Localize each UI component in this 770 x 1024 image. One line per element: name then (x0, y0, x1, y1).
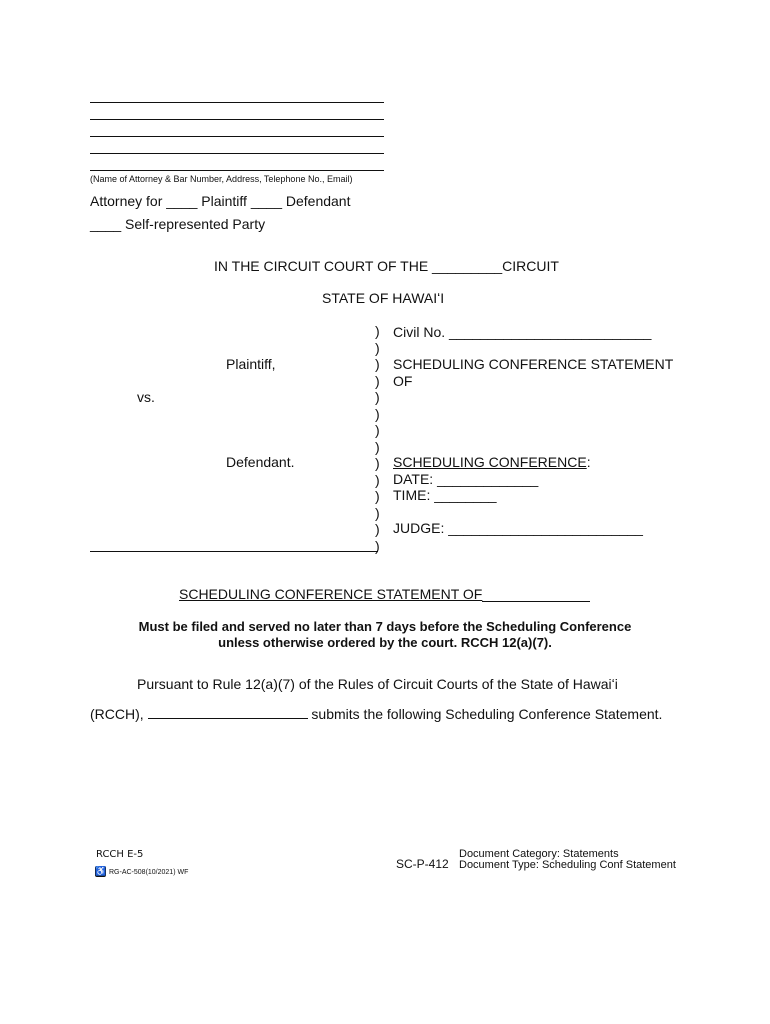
submits-line (90, 706, 662, 722)
conference-judge-field[interactable]: JUDGE: _________________________ (393, 520, 643, 536)
attorney-line-2[interactable] (90, 119, 384, 120)
caption-paren: ) (375, 488, 380, 504)
statement-title-1: SCHEDULING CONFERENCE STATEMENT (393, 356, 674, 372)
attorney-line-4[interactable] (90, 153, 384, 154)
conference-time-field[interactable]: TIME: ________ (393, 487, 497, 503)
rcch-prefix: (RCCH), (90, 706, 144, 722)
section-title-blank[interactable] (482, 601, 590, 602)
section-title-text: SCHEDULING CONFERENCE STATEMENT OF (179, 586, 483, 602)
submits-text: submits the following Scheduling Conference Statement. (307, 706, 663, 722)
caption-paren: ) (375, 389, 380, 405)
conference-heading-text: SCHEDULING CONFERENCE (393, 454, 587, 470)
footer-revision: RG-AC-508(10/2021) WF (109, 869, 189, 876)
caption-paren: ) (375, 455, 380, 471)
self-represented-line[interactable]: ____ Self-represented Party (90, 216, 266, 232)
party-name-blank[interactable] (148, 706, 308, 719)
footer-form-number: SC-P-412 (396, 857, 449, 871)
caption-bottom-line (90, 551, 378, 552)
conference-date-field[interactable]: DATE: _____________ (393, 471, 539, 487)
footer-doc-category: Document Category: Statements (459, 848, 619, 860)
notice-line-2: unless otherwise ordered by the court. RCCH 12(a)(7). (218, 635, 552, 650)
footer-revision-row (95, 866, 188, 877)
attorney-line-3[interactable] (90, 136, 384, 137)
caption-paren: ) (375, 323, 380, 339)
footer-form-code: RCCH E-5 (96, 849, 144, 860)
attorney-line-5[interactable] (90, 170, 384, 171)
statement-title-2: OF (393, 373, 413, 389)
plaintiff-label: Plaintiff, (226, 356, 276, 372)
civil-no-field[interactable]: Civil No. __________________________ (393, 324, 652, 340)
caption-paren: ) (375, 405, 380, 422)
conference-heading-colon: : (586, 454, 591, 470)
footer-doc-type: Document Type: Scheduling Conf Statement (459, 859, 676, 871)
caption-paren-last: ) (375, 537, 380, 554)
caption-paren: ) (375, 504, 380, 521)
caption-paren: ) (375, 372, 380, 389)
court-title: IN THE CIRCUIT COURT OF THE _________CIRCUIT (214, 258, 559, 274)
defendant-label: Defendant. (226, 454, 295, 470)
caption-paren: ) (375, 356, 380, 372)
attorney-line-1[interactable] (90, 102, 384, 103)
pursuant-line: Pursuant to Rule 12(a)(7) of the Rules of Circuit Courts of the State of Hawaiʻi (137, 676, 618, 692)
attorney-caption: (Name of Attorney & Bar Number, Address, Telephone No., Email) (90, 174, 353, 184)
attorney-for-line[interactable]: Attorney for ____ Plaintiff ____ Defendant (90, 193, 351, 209)
caption-paren: ) (375, 471, 380, 488)
caption-paren: ) (375, 438, 380, 455)
caption-paren: ) (375, 521, 380, 537)
conference-heading (393, 454, 591, 470)
vs-label: vs. (137, 389, 155, 405)
wheelchair-icon: ♿ (95, 866, 107, 877)
section-title (179, 586, 482, 602)
court-state: STATE OF HAWAIʻI (322, 290, 445, 306)
caption-paren: ) (375, 339, 380, 356)
notice-line-1: Must be filed and served no later than 7 days before the Scheduling Conference (138, 619, 632, 634)
caption-paren: ) (375, 422, 380, 438)
